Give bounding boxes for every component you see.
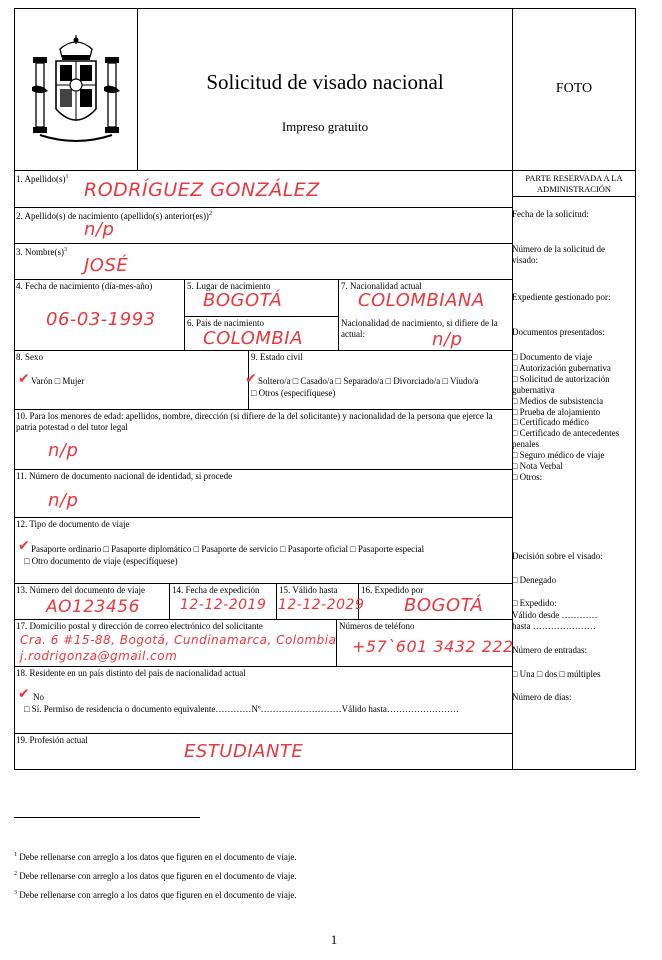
surname-value[interactable]: RODRÍGUEZ GONZÁLEZ [84, 179, 320, 201]
valid-until-value[interactable]: 12-12-2029 [278, 597, 365, 613]
page-number: 1 [330, 932, 338, 947]
phone-label: Números de teléfono [339, 621, 415, 631]
residence-label: 18. Residente en un país distinto del país de nacionalidad actual [16, 668, 246, 678]
admin-case-label: Expediente gestionado por: [512, 292, 611, 302]
form-title: Solicitud de visado nacional [206, 70, 444, 94]
admin-entries-label: Número de entradas: [512, 645, 587, 655]
admin-valid-to: hasta ………………… [512, 621, 596, 631]
phone-value[interactable]: +57`601 3432 222 [352, 637, 514, 656]
occupation-value[interactable]: ESTUDIANTE [184, 741, 304, 762]
occupation-label: 19. Profesión actual [16, 735, 88, 745]
birth-place-value[interactable]: BOGOTÁ [203, 290, 283, 311]
travel-doc-checkmark-icon[interactable]: ✔ [18, 538, 30, 554]
birth-country-value[interactable]: COLOMBIA [203, 328, 303, 349]
residence-no-option[interactable]: No [33, 692, 44, 702]
admin-valid-from: Válido desde ………… [512, 610, 598, 620]
email-value[interactable]: j.rodrigonza@gmail.com [20, 649, 178, 663]
footnote-3: $^3$ Debe rellenarse con arreglo a los datos que figuren en el documento de viaje. [14, 890, 297, 900]
minor-guardian-value[interactable]: n/p [48, 440, 79, 461]
issued-by-value[interactable]: BOGOTÁ [404, 595, 484, 616]
nationality-label: 7. Nacionalidad actual [341, 281, 422, 291]
footnote-1: $^1$ Debe rellenarse con arreglo a los datos que figuren en el documento de viaje. [14, 852, 297, 862]
list-item[interactable]: □ Certificado médico [512, 417, 589, 428]
residence-checkmark-icon[interactable]: ✔ [18, 686, 30, 702]
footnote-separator [14, 817, 200, 818]
form-subtitle: Impreso gratuito [281, 119, 369, 134]
list-item[interactable]: □ Certificado de antecedentes penales [512, 428, 620, 450]
travel-doc-type-label: 12. Tipo de documento de viaje [16, 519, 130, 529]
birth-place-label: 5. Lugar de nacimiento [187, 281, 271, 291]
admin-docs-label: Documentos presentados: [512, 327, 605, 337]
footnote-2: $^2$ Debe rellenarse con arreglo a los datos que figuren en el documento de viaje. [14, 871, 297, 881]
list-item[interactable]: □ Prueba de alojamiento [512, 406, 601, 417]
admin-section-title: PARTE RESERVADA A LA ADMINISTRACIÓN [525, 173, 623, 194]
photo-label: FOTO [555, 81, 593, 96]
admin-docs-list [512, 352, 636, 483]
list-item[interactable]: □ Seguro médico de viaje [512, 450, 605, 461]
marital-options[interactable]: Soltero/a □ Casado/a □ Separado/a □ Divorciado/a □ Viudo/a [258, 376, 479, 386]
admin-denied-option[interactable]: □ Denegado [512, 575, 557, 585]
nationality-value[interactable]: COLOMBIANA [358, 290, 485, 311]
birth-nationality-label: Nacionalidad de nacimiento, si difiere de la actual: [341, 318, 498, 339]
list-item[interactable]: □ Medios de subsistencia [512, 395, 604, 406]
national-id-value[interactable]: n/p [48, 490, 79, 511]
list-item[interactable]: □ Otros: [512, 471, 543, 482]
minor-guardian-label: 10. Para los menores de edad: apellidos, nombre, dirección (si difiere de la del solicitante) y nacionalidad de la persona que ejerce la patria potestad o del tutor legal [16, 411, 493, 432]
birth-date-value[interactable]: 06-03-1993 [46, 309, 156, 330]
address-value[interactable]: Cra. 6 #15-88, Bogotá, Cundinamarca, Colombia [20, 633, 337, 647]
admin-number-label: Número de la solicitud de visado: [512, 244, 605, 265]
residence-yes-option[interactable]: □ Sí. Permiso de residencia o documento equivalente…………Nº………………………Válido hasta…………………… [24, 704, 459, 714]
list-item[interactable]: □ Solicitud de autorización gubernativa [512, 373, 610, 395]
sex-checkmark-icon[interactable]: ✔ [18, 371, 30, 387]
admin-date-label: Fecha de la solicitud: [512, 209, 589, 219]
issue-date-value[interactable]: 12-12-2019 [180, 597, 267, 613]
coat-of-arms-icon [30, 35, 122, 147]
travel-doc-options-other[interactable]: □ Otro documento de viaje (especifíquese) [24, 556, 178, 566]
admin-issued-option[interactable]: □ Expedido: [512, 598, 557, 608]
valid-until-label: 15. Válido hasta [279, 585, 338, 595]
marital-checkmark-icon[interactable]: ✔ [245, 371, 257, 387]
admin-entries-options[interactable]: □ Una □ dos □ múltiples [512, 669, 601, 679]
travel-doc-number-label: 13. Número del documento de viaje [16, 585, 145, 595]
list-item[interactable]: □ Documento de viaje [512, 352, 593, 362]
admin-decision-label: Decisión sobre el visado: [512, 551, 603, 561]
sex-options[interactable]: Varón □ Mujer [31, 376, 85, 386]
list-item[interactable]: □ Nota Verbal [512, 461, 563, 472]
birth-nationality-value[interactable]: n/p [432, 329, 463, 350]
marital-options-other[interactable]: □ Otros (especifíquese) [251, 388, 336, 398]
first-name-value[interactable]: JOSÉ [84, 255, 129, 276]
travel-doc-number-value[interactable]: AO123456 [46, 597, 140, 617]
birth-date-label: 4. Fecha de nacimiento (día-mes-año) [16, 281, 153, 291]
surname-label: 1. $Apellido(s)^1$ [16, 174, 69, 184]
birth-country-label: 6. País de nacimiento [187, 318, 264, 328]
marital-status-label: 9. Estado civil [251, 352, 303, 362]
admin-days-label: Número de días: [512, 692, 572, 702]
birth-surname-label: 2. Apellido(s) de nacimiento (apellido(s) anterior(es))$^2$ [16, 211, 212, 221]
list-item[interactable]: □ Autorización gubernativa [512, 362, 611, 373]
birth-surname-value[interactable]: n/p [84, 219, 115, 240]
issue-date-label: 14. Fecha de expedición [172, 585, 260, 595]
national-id-label: 11. Número de documento nacional de identidad, si procede [16, 471, 233, 481]
first-name-label: 3. $Nombre(s)^3$ [16, 247, 67, 257]
sex-label: 8. Sexo [16, 352, 43, 362]
address-label: 17. Domicilio postal y dirección de correo electrónico del solicitante [16, 621, 263, 631]
travel-doc-options[interactable]: Pasaporte ordinario □ Pasaporte diplomático □ Pasaporte de servicio □ Pasaporte oficial □ Pasaporte especial [31, 544, 425, 554]
issued-by-label: 16. Expedido por [361, 585, 424, 595]
